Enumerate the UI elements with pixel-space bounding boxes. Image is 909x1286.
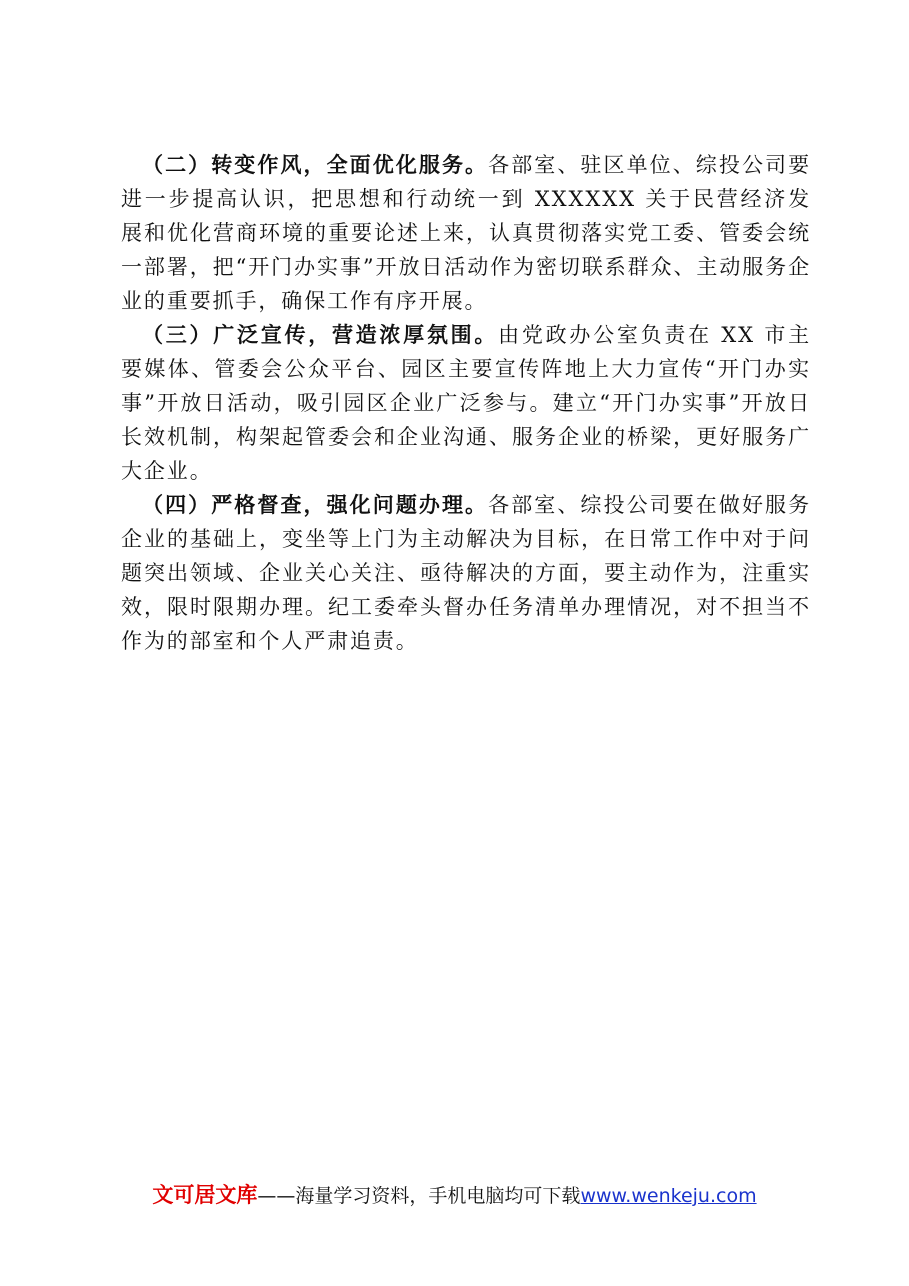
paragraph-text: 各部室、驻区单位、综投公司要进一步提高认识，把思想和行动统一到 XXXXXX 关于民营经济发展和优化营商环境的重要论述上来，认真贯彻落实党工委、管委会统一部署，把“开门办实事”开放日活动作为密切联系群众、主动服务企业的重要抓手，确保工作有序开展。 (121, 153, 811, 313)
paragraph-4 (121, 488, 811, 658)
paragraph-3 (121, 318, 811, 488)
paragraph-text: 各部室、综投公司要在做好服务企业的基础上，变坐等上门为主动解决为目标，在日常工作中对于问题突出领域、企业关心关注、亟待解决的方面，要主动作为，注重实效，限时限期办理。纪工委牵头督办任务清单办理情况，对不担当不作为的部室和个人严肃追责。 (121, 493, 811, 653)
footer-link[interactable]: www.wenkeju.com (580, 1185, 757, 1207)
paragraph-2 (121, 148, 811, 318)
footer-banner (0, 1180, 909, 1211)
paragraph-heading: （四）严格督查，强化问题办理。 (142, 492, 489, 517)
document-body (121, 148, 811, 658)
footer-slogan: ——海量学习资料，手机电脑均可下载 (257, 1185, 581, 1207)
footer-brand: 文可居文库 (152, 1183, 258, 1207)
paragraph-text: 由党政办公室负责在 XX 市主要媒体、管委会公众平台、园区主要宣传阵地上大力宣传“开门办实事”开放日活动，吸引园区企业广泛参与。建立“开门办实事”开放日长效机制，构架起管委会和企业沟通、服务企业的桥梁，更好服务广大企业。 (121, 323, 812, 483)
paragraph-heading: （三）广泛宣传，营造浓厚氛围。 (142, 322, 499, 347)
paragraph-heading: （二）转变作风，全面优化服务。 (142, 152, 489, 177)
